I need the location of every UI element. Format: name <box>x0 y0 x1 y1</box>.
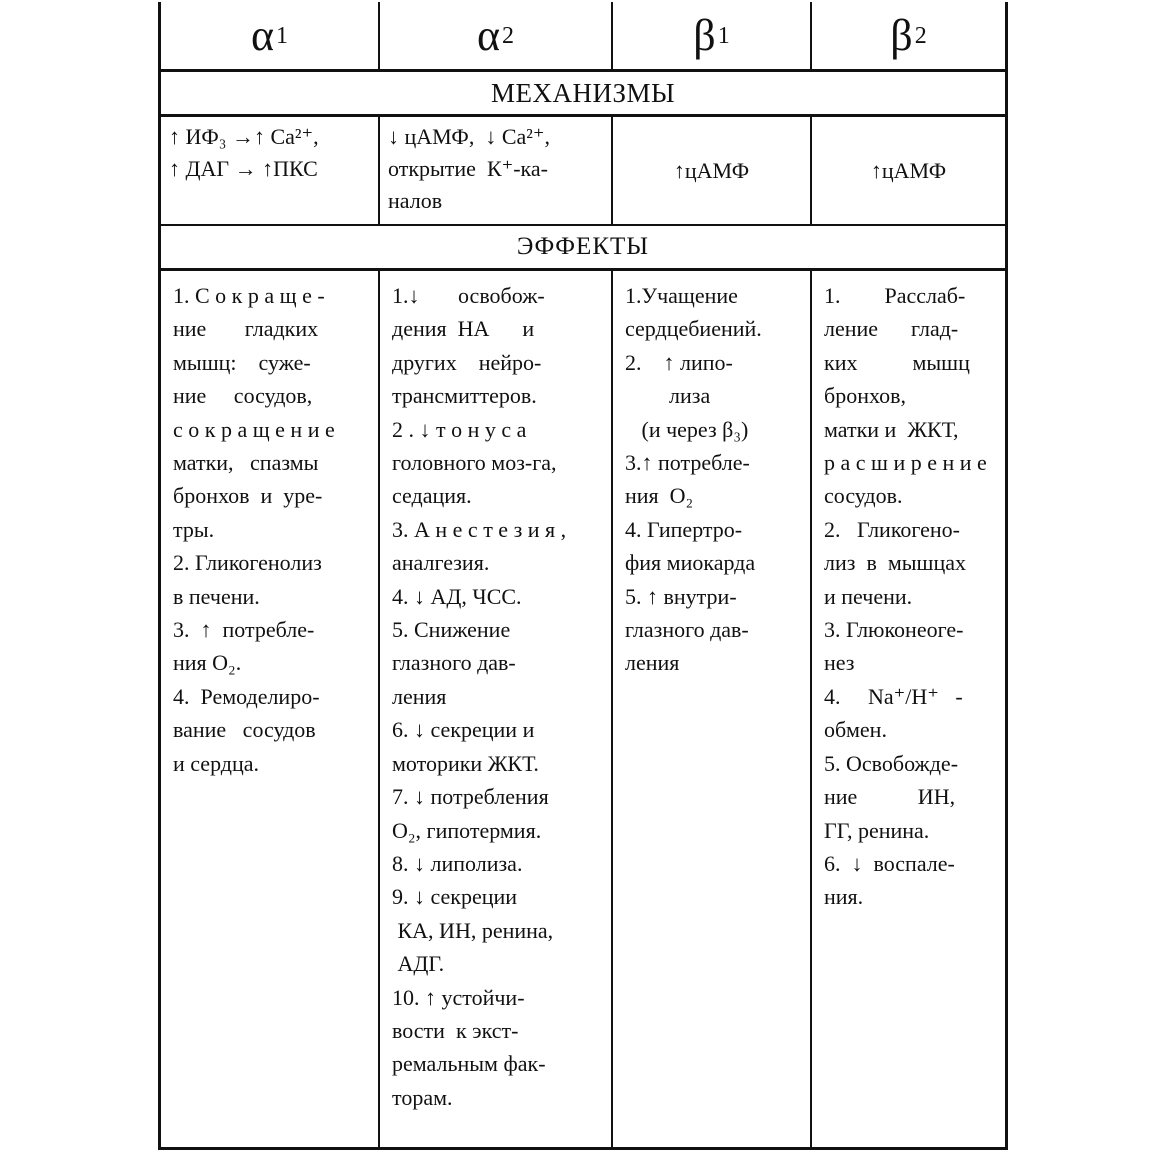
effect-line: ния. <box>824 884 864 910</box>
effect-line: 2. Гликогенолиз <box>173 550 322 576</box>
effect-line: сердцебиений. <box>625 316 762 342</box>
effect-line: (и через β₃) <box>625 416 749 442</box>
header-alpha2-subscript: 2 <box>502 22 515 49</box>
effect-line: лиза <box>625 383 711 409</box>
effect-line: вости к экст- <box>392 1017 519 1043</box>
effect-line: 5. Снижение <box>392 617 511 643</box>
section-effects: ЭФФЕКТЫ <box>161 226 1005 271</box>
mechanism-alpha2-line: ↓ цАМФ, ↓ Са²⁺, <box>388 124 550 149</box>
mechanism-beta1 <box>613 117 812 226</box>
effect-line: бронхов, <box>824 383 907 409</box>
effect-line: головного моз-га, <box>392 450 557 476</box>
effect-line: АДГ. <box>392 951 445 977</box>
mechanism-beta1-line: ↑цАМФ <box>673 157 750 183</box>
effect-line: 1.↓ освобож- <box>392 283 545 308</box>
effect-line: 6. ↓ секреции и <box>392 717 535 743</box>
effect-line: ние сосудов, <box>173 383 313 409</box>
effect-line: 1.Учащение <box>625 283 738 308</box>
mechanism-alpha1-line: ↑ ИФ₃ →↑ Са²⁺, <box>169 124 319 149</box>
effect-line: моторики ЖКТ. <box>392 750 539 776</box>
mechanism-alpha2-line: налов <box>388 188 443 213</box>
effects-alpha2 <box>380 271 613 1147</box>
effect-line: 2. Гликогено- <box>824 516 960 542</box>
mechanism-alpha2 <box>380 117 613 226</box>
effect-line: дения НА и <box>392 316 535 342</box>
effect-line: 4. Гипертро- <box>625 516 743 542</box>
effect-line: и сердца. <box>173 750 260 776</box>
effect-line: трансмиттеров. <box>392 383 537 409</box>
mechanism-alpha1 <box>161 117 380 226</box>
effect-line: ких мышц <box>824 349 970 375</box>
effect-line: мышц: суже- <box>173 349 311 375</box>
effect-line: 9. ↓ секреции <box>392 884 518 910</box>
effect-line: обмен. <box>824 717 887 743</box>
effect-line: ГГ, ренина. <box>824 817 930 843</box>
effect-line: 3. А н е с т е з и я , <box>392 516 567 542</box>
effect-line: 4. ↓ АД, ЧСС. <box>392 583 522 609</box>
effect-line: р а с ш и р е н и е <box>824 450 987 476</box>
effect-line: ние ИН, <box>824 784 956 810</box>
effect-line: 1. Расслаб- <box>824 283 966 308</box>
effect-line: сосудов. <box>824 483 903 509</box>
effect-line: 6. ↓ воспале- <box>824 850 955 876</box>
effect-line: других нейро- <box>392 349 542 375</box>
effect-line: 4. Na⁺/H⁺ - <box>824 683 963 709</box>
section-mechanisms: МЕХАНИЗМЫ <box>161 72 1005 117</box>
effect-line: О₂, гипотермия. <box>392 817 542 843</box>
effect-line: с о к р а щ е н и е <box>173 416 335 442</box>
mechanism-alpha1-line: ↑ ДАГ → ↑ПКС <box>169 156 318 181</box>
effect-line: торам. <box>392 1084 453 1110</box>
effect-line: ления <box>392 683 447 709</box>
header-beta1-subscript: 1 <box>717 22 730 49</box>
mechanism-alpha2-line: открытие К⁺-ка- <box>388 156 549 181</box>
effect-line: ния О₂. <box>173 650 242 676</box>
effect-line: аналгезия. <box>392 550 490 576</box>
effect-line: 3. Глюконеоге- <box>824 617 964 643</box>
effect-line: и печени. <box>824 583 913 609</box>
effects-beta2 <box>812 271 1005 1147</box>
effect-line: глазного дав- <box>392 650 516 676</box>
header-alpha1-symbol: α <box>250 10 275 60</box>
effect-line: 7. ↓ потребления <box>392 784 549 810</box>
effect-line: ления <box>625 650 680 676</box>
effect-line: 1. С о к р а щ е - <box>173 283 325 308</box>
effect-line: ния О₂ <box>625 483 694 509</box>
effects-alpha1 <box>161 271 380 1147</box>
effect-line: тры. <box>173 516 215 542</box>
header-beta1-symbol: β <box>693 10 716 60</box>
effect-line: 3.↑ потребле- <box>625 450 750 476</box>
effect-line: 4. Ремоделиро- <box>173 683 320 709</box>
effect-line: нез <box>824 650 855 676</box>
effect-line: матки, спазмы <box>173 450 319 476</box>
header-beta2 <box>812 2 1005 72</box>
mechanism-beta2 <box>812 117 1005 226</box>
effect-line: ние гладких <box>173 316 319 342</box>
effect-line: ление глад- <box>824 316 959 342</box>
effect-line: 2 . ↓ т о н у с а <box>392 416 527 442</box>
effect-line: 5. Освобожде- <box>824 750 959 776</box>
header-alpha2-symbol: α <box>476 10 501 60</box>
effect-line: вание сосудов <box>173 717 316 743</box>
effect-line: бронхов и уре- <box>173 483 323 509</box>
header-alpha1-subscript: 1 <box>276 22 289 49</box>
header-beta2-subscript: 2 <box>914 22 927 49</box>
effect-line: КА, ИН, ренина, <box>392 917 554 943</box>
effect-line: 2. ↑ липо- <box>625 349 733 375</box>
effect-line: 8. ↓ липолиза. <box>392 850 523 876</box>
header-beta1 <box>613 2 812 72</box>
effects-beta1 <box>613 271 812 1147</box>
effect-line: 5. ↑ внутри- <box>625 583 737 609</box>
header-alpha2 <box>380 2 613 72</box>
effect-line: ремальным фак- <box>392 1051 546 1077</box>
effect-line: матки и ЖКТ, <box>824 416 959 442</box>
receptor-table <box>158 2 1008 1150</box>
effect-line: 3. ↑ потребле- <box>173 617 315 643</box>
effect-line: седация. <box>392 483 472 509</box>
mechanism-beta2-line: ↑цАМФ <box>870 157 947 183</box>
effect-line: лиз в мышцах <box>824 550 967 576</box>
effect-line: фия миокарда <box>625 550 756 576</box>
effect-line: в печени. <box>173 583 260 609</box>
header-alpha1 <box>161 2 380 72</box>
effect-line: 10. ↑ устойчи- <box>392 984 525 1010</box>
effect-line: глазного дав- <box>625 617 749 643</box>
header-beta2-symbol: β <box>890 10 913 60</box>
